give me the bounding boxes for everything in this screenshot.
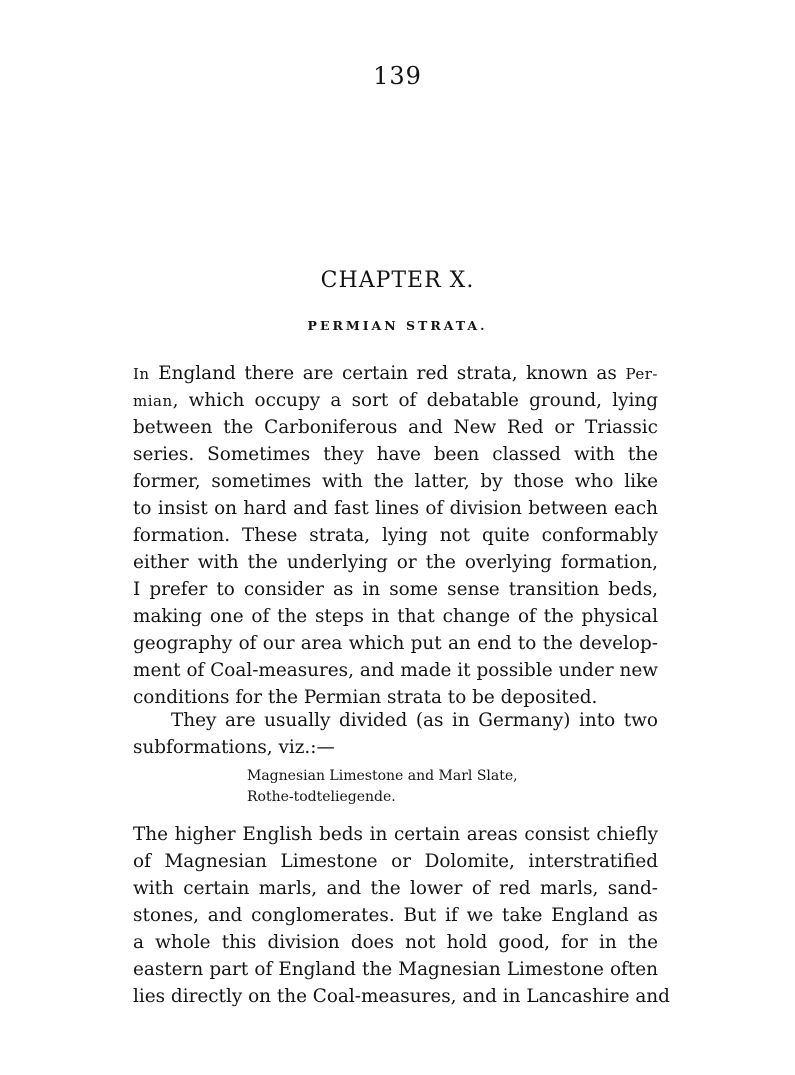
page-number: 139 xyxy=(373,62,422,90)
text-line: to insist on hard and fast lines of division between each xyxy=(133,498,658,519)
text-line: of Magnesian Limestone or Dolomite, interstratified xyxy=(133,851,658,872)
text-line: conditions for the Permian strata to be deposited. xyxy=(133,687,598,708)
text-line: lies directly on the Coal-measures, and in Lancashire and xyxy=(133,986,670,1007)
text-line: I prefer to consider as in some sense transition beds, xyxy=(133,579,658,600)
paragraph-divisions xyxy=(133,707,658,761)
text-line: They are usually divided (as in Germany) into two xyxy=(171,710,658,731)
text-line xyxy=(133,360,658,387)
text-line: a whole this division does not hold good, for in the xyxy=(133,932,658,953)
list-item: Magnesian Limestone and Marl Slate, xyxy=(247,768,518,784)
list-item: Rothe-todteliegende. xyxy=(247,789,396,805)
paragraph-english-beds xyxy=(133,821,670,1010)
chapter-title: CHAPTER X. xyxy=(320,268,475,293)
subformation-list xyxy=(247,766,518,808)
text-line: The higher English beds in certain areas consist chiefly xyxy=(133,824,658,845)
text-line: with certain marls, and the lower of red marls, sand- xyxy=(133,878,658,899)
small-caps-word: mian xyxy=(133,392,173,410)
text-line: between the Carboniferous and New Red or Triassic xyxy=(133,417,658,438)
paragraph-intro xyxy=(133,360,658,711)
text-line: making one of the steps in that change of the physical xyxy=(133,606,658,627)
text-line: stones, and conglomerates. But if we take England as xyxy=(133,905,658,926)
text-line: series. Sometimes they have been classed with the xyxy=(133,444,658,465)
text-line: former, sometimes with the latter, by those who like xyxy=(133,471,658,492)
text-run: , which occupy a sort of debatable ground, lying xyxy=(172,390,658,411)
text-run: England there are certain red strata, known as xyxy=(149,363,626,384)
section-title: PERMIAN STRATA. xyxy=(307,318,488,333)
text-line: formation. These strata, lying not quite conformably xyxy=(133,525,658,546)
text-line: subformations, viz.:— xyxy=(133,737,335,758)
small-caps-word: Per- xyxy=(625,365,658,383)
small-caps-word: In xyxy=(133,365,150,383)
text-line: geography of our area which put an end to the develop- xyxy=(133,633,658,654)
text-line: ment of Coal-measures, and made it possible under new xyxy=(133,660,658,681)
text-line: eastern part of England the Magnesian Limestone often xyxy=(133,959,658,980)
text-line: either with the underlying or the overlying formation, xyxy=(133,552,658,573)
text-line xyxy=(133,387,658,414)
